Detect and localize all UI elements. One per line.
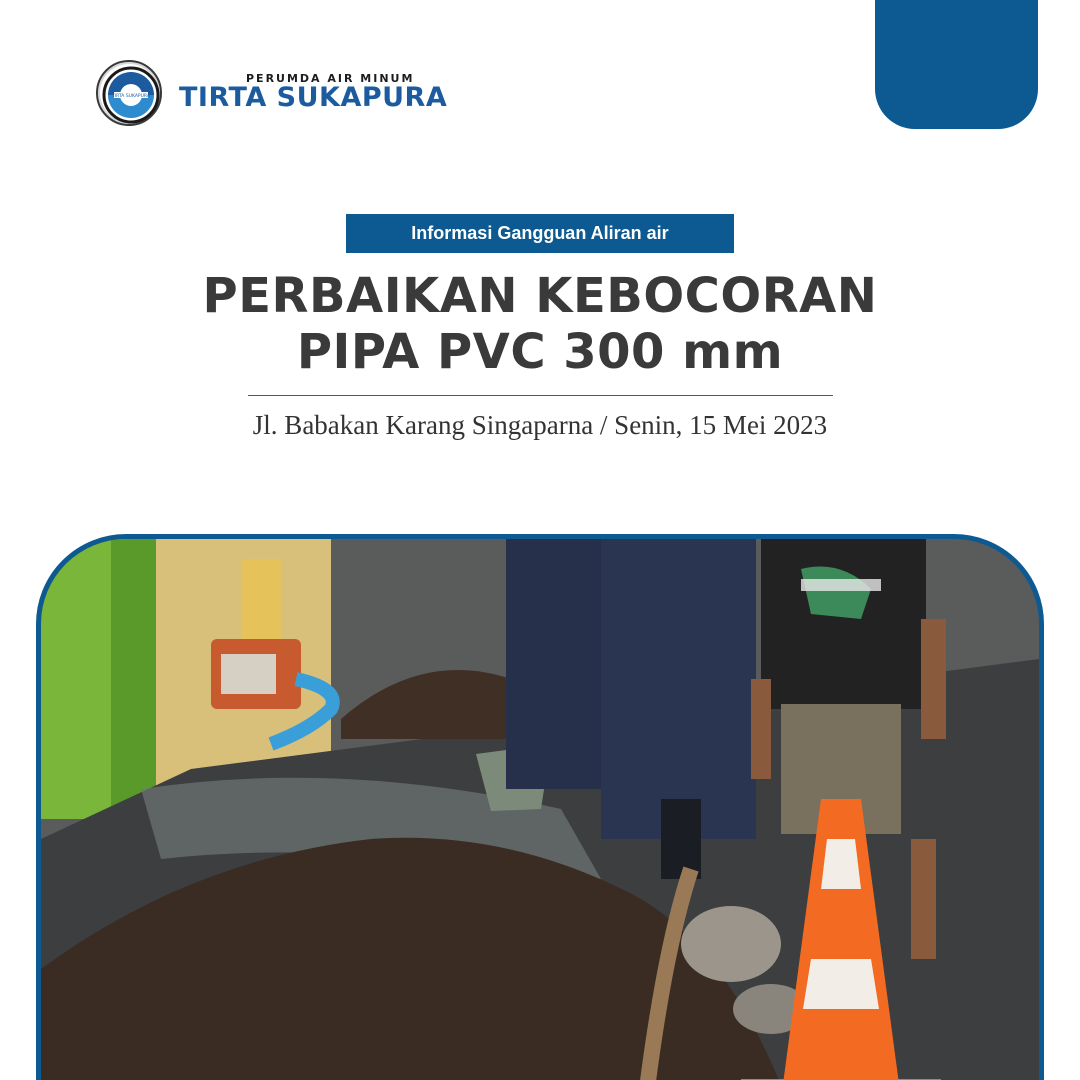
photo-illustration <box>41 539 1039 1080</box>
headline-line-1: PERBAIKAN KEBOCORAN <box>202 268 878 324</box>
category-tag: Informasi Gangguan Aliran air <box>346 214 734 253</box>
corner-decoration <box>875 0 1038 129</box>
headline <box>90 268 990 380</box>
logo-emblem-icon <box>96 60 162 126</box>
brand-subtitle: PERUMDA AIR MINUM <box>246 72 415 85</box>
headline-line-2: PIPA PVC 300 mm <box>296 324 784 380</box>
divider <box>248 395 833 396</box>
svg-text:TIRTA SUKAPURA: TIRTA SUKAPURA <box>112 94 150 99</box>
repair-site-photo <box>36 534 1044 1080</box>
brand-name: TIRTA SUKAPURA <box>179 82 448 113</box>
location-date: Jl. Babakan Karang Singaparna / Senin, 15 Mei 2023 <box>252 410 828 440</box>
brand-logo <box>96 60 496 130</box>
